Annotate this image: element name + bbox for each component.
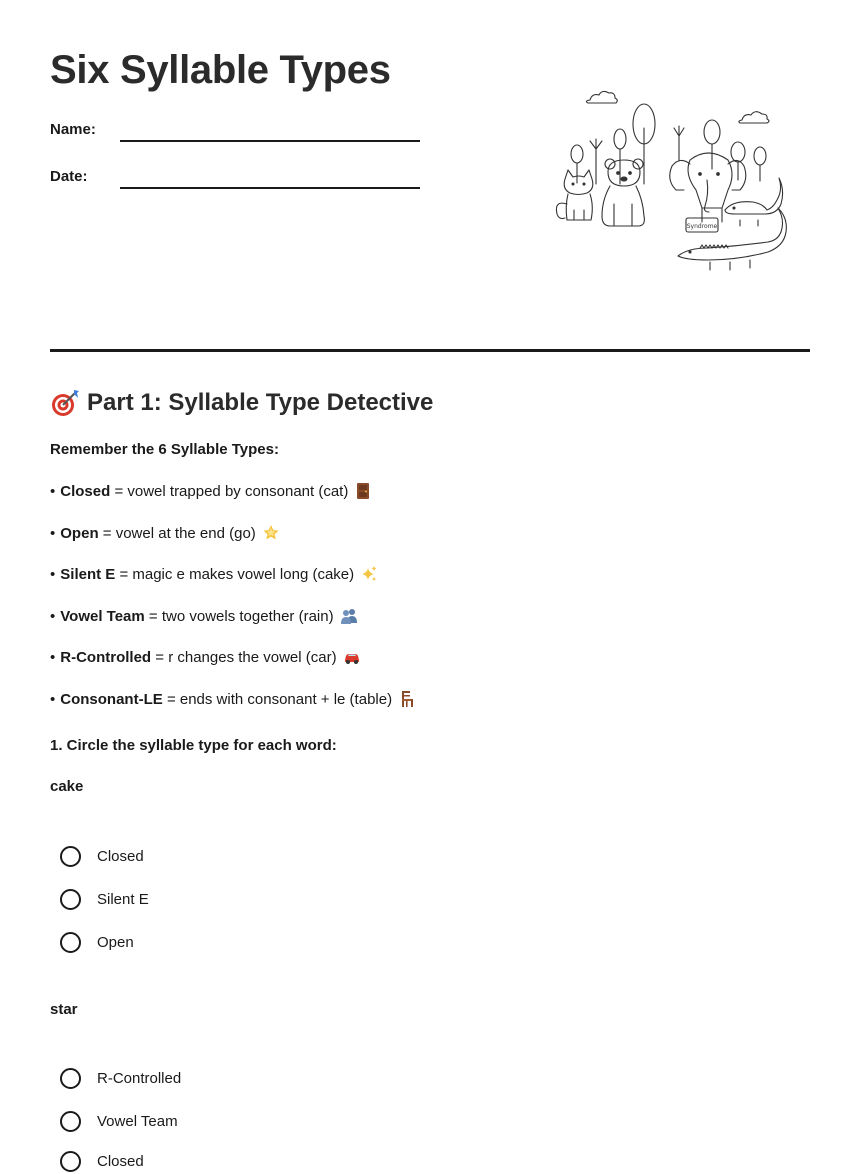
type-desc: = r changes the vowel (car) — [155, 648, 337, 666]
type-desc: = magic e makes vowel long (cake) — [119, 565, 355, 583]
sparkles-icon — [360, 565, 378, 583]
type-item-closed: • Closed = vowel trapped by consonant (cat) — [50, 482, 372, 500]
word-label: cake — [50, 778, 84, 795]
word-label: star — [50, 1001, 78, 1018]
name-field-row — [50, 121, 430, 145]
date-label: Date: — [50, 168, 88, 185]
type-item-open: • Open = vowel at the end (go) — [50, 524, 280, 542]
type-item-r-controlled: • R-Controlled = r changes the vowel (car) — [50, 648, 361, 666]
option-cake-silent-e[interactable] — [60, 886, 149, 912]
type-name: Closed — [60, 482, 111, 500]
radio-circle[interactable] — [60, 889, 81, 910]
radio-circle[interactable] — [60, 1111, 81, 1132]
door-icon — [354, 482, 372, 500]
type-name: Silent E — [60, 565, 116, 583]
name-label: Name: — [50, 121, 96, 138]
option-star-vowel-team[interactable] — [60, 1108, 178, 1134]
type-desc: = vowel at the end (go) — [102, 524, 256, 542]
type-name: Open — [60, 524, 99, 542]
option-label: Closed — [97, 1152, 144, 1170]
type-name: R-Controlled — [60, 648, 152, 666]
part1-heading — [50, 388, 433, 418]
worksheet-title: Six Syllable Types — [50, 48, 391, 92]
radio-circle[interactable] — [60, 932, 81, 953]
radio-circle[interactable] — [60, 846, 81, 867]
date-field-row — [50, 168, 430, 192]
sign-text: Syndrome — [686, 223, 718, 230]
section-divider — [50, 349, 810, 352]
car-icon — [343, 648, 361, 666]
type-desc: = two vowels together (rain) — [148, 607, 334, 625]
name-line[interactable] — [120, 140, 420, 142]
option-label: Silent E — [97, 890, 149, 908]
option-label: R-Controlled — [97, 1069, 182, 1087]
radio-circle[interactable] — [60, 1151, 81, 1172]
type-item-vowel-team: • Vowel Team = two vowels together (rain) — [50, 607, 358, 625]
type-item-consonant-le: • Consonant-LE = ends with consonant + le (table) — [50, 690, 416, 708]
type-name: Vowel Team — [60, 607, 145, 625]
option-label: Vowel Team — [97, 1112, 178, 1130]
remember-heading: Remember the 6 Syllable Types: — [50, 441, 279, 458]
part1-heading-text: Part 1: Syllable Type Detective — [87, 389, 434, 416]
option-star-r-controlled[interactable] — [60, 1065, 181, 1091]
date-line[interactable] — [120, 187, 420, 189]
chair-icon — [398, 690, 416, 708]
type-desc: = vowel trapped by consonant (cat) — [114, 482, 349, 500]
type-item-silent-e: • Silent E = magic e makes vowel long (cake) — [50, 565, 378, 583]
option-cake-open[interactable] — [60, 929, 134, 955]
two-people-icon — [340, 607, 358, 625]
dart-target-icon — [50, 388, 80, 418]
option-cake-closed[interactable] — [60, 843, 144, 869]
type-desc: = ends with consonant + le (table) — [166, 690, 393, 708]
option-label: Open — [97, 933, 134, 951]
option-star-closed[interactable] — [60, 1148, 144, 1174]
radio-circle[interactable] — [60, 1068, 81, 1089]
option-label: Closed — [97, 847, 144, 865]
type-name: Consonant-LE — [60, 690, 163, 708]
glowing-star-icon — [262, 524, 280, 542]
animal-park-sketch-icon — [550, 84, 795, 280]
question-1: 1. Circle the syllable type for each word: — [50, 737, 337, 754]
